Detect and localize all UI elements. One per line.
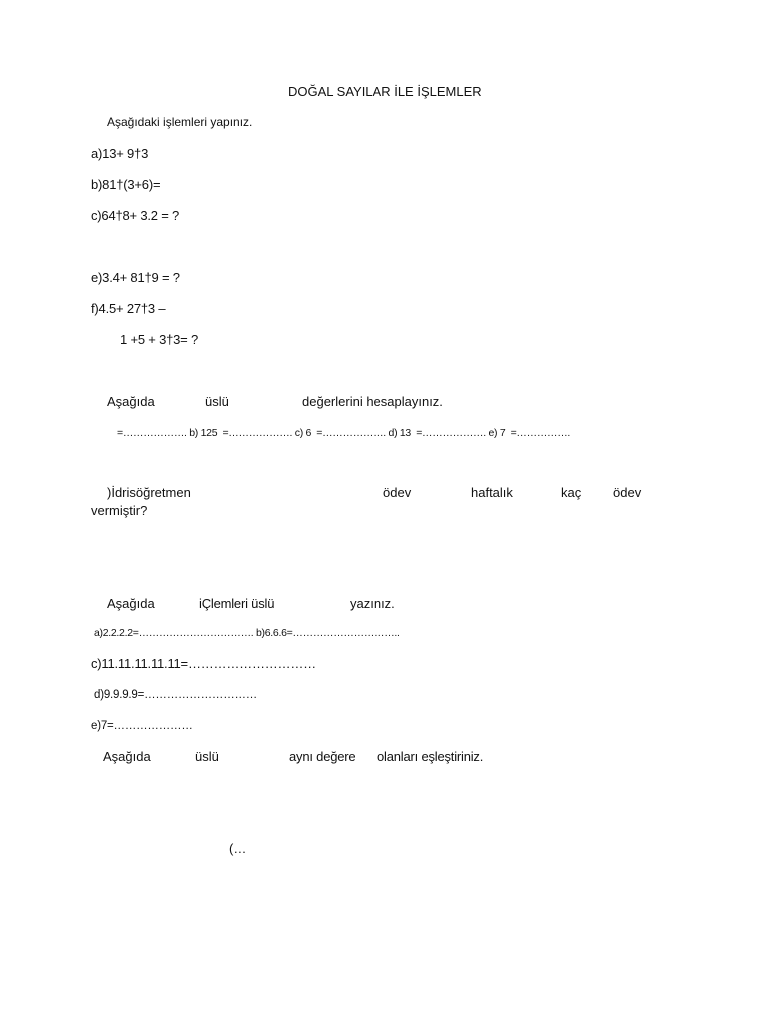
- section3-word2: ödev: [383, 485, 412, 500]
- section3-line2: vermiştir?: [91, 503, 148, 518]
- section3-word1: )İdrisöğretmen: [107, 485, 191, 500]
- section4-item-ab: a)2.2.2.2=……………………………. b)6.6.6=…………………………..: [94, 627, 400, 639]
- problem-e: e)3.4+ 81†9 = ?: [91, 270, 180, 285]
- section4-word3: yazınız.: [350, 596, 395, 611]
- section5-word4: olanları eşleştiriniz.: [377, 749, 484, 764]
- section3-word3: haftalık: [471, 485, 513, 500]
- section2-word2: üslü: [205, 394, 229, 409]
- page-title: DOĞAL SAYILAR İLE İŞLEMLER: [288, 84, 482, 99]
- section3-word5: ödev: [613, 485, 642, 500]
- section4-word2: iÇlemleri üslü: [199, 596, 275, 611]
- instruction-text: Aşağıdaki işlemleri yapınız.: [107, 115, 253, 129]
- section4-item-c: c)11.11.11.11.11=…………………………: [91, 656, 316, 671]
- section2-word1: Aşağıda: [107, 394, 155, 409]
- section5-word1: Aşağıda: [103, 749, 151, 764]
- section5-word3: aynı değere: [289, 749, 356, 764]
- problem-b: b)81†(3+6)=: [91, 177, 161, 192]
- problem-c: c)64†8+ 3.2 = ?: [91, 208, 180, 223]
- section5-word2: üslü: [195, 749, 219, 764]
- problem-a: a)13+ 9†3: [91, 146, 149, 161]
- section4-item-d: d)9.9.9.9=…………………………: [94, 689, 258, 701]
- section4-word1: Aşağıda: [107, 596, 155, 611]
- footer-fragment: (…: [229, 841, 247, 856]
- problem-f-continued: 1 +5 + 3†3= ?: [120, 332, 199, 347]
- section2-word3: değerlerini hesaplayınız.: [302, 394, 443, 409]
- section4-item-e: e)7=…………………: [91, 720, 193, 732]
- problem-f: f)4.5+ 27†3 –: [91, 301, 166, 316]
- section3-word4: kaç: [561, 485, 582, 500]
- section2-answer-line: =………………. b) 125 =………………. c) 6 =………………. d) 13 =………………. e) 7 =…………….: [117, 427, 571, 439]
